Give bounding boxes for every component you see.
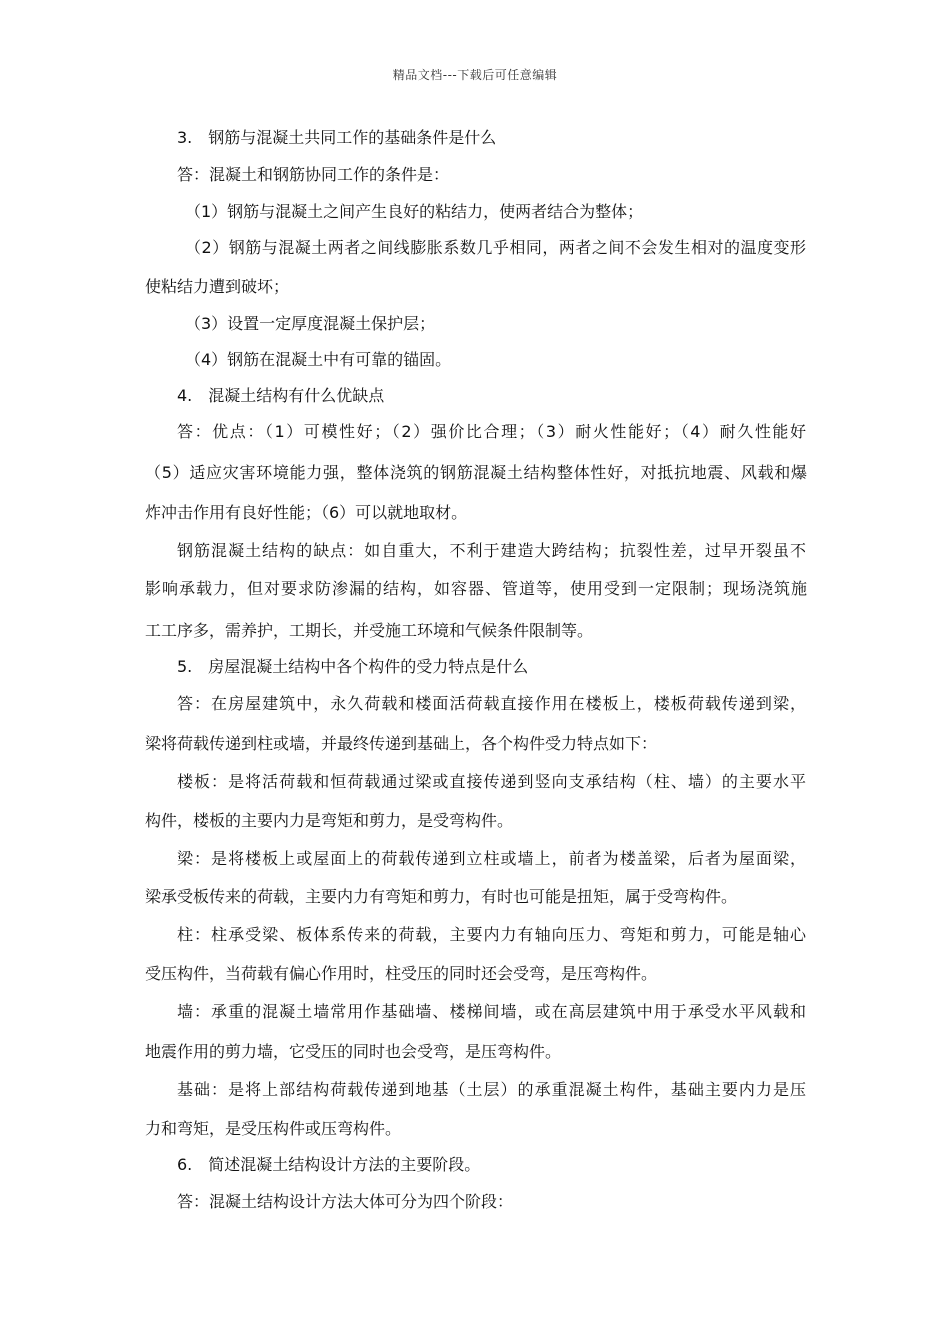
- answer-line: 答：优点：（1）可模性好；（2）强价比合理；（3）耐火性能好；（4）耐久性能好: [177, 422, 806, 441]
- paragraph-continuation: 炸冲击作用有良好性能；（6）可以就地取材。: [145, 503, 468, 522]
- question-heading: 6. 简述混凝土结构设计方法的主要阶段。: [177, 1155, 481, 1174]
- page-header: 精品文档---下载后可任意编辑: [392, 68, 558, 82]
- paragraph-line: 基础：是将上部结构荷载传递到地基（土层）的承重混凝土构件，基础主要内力是压: [177, 1080, 806, 1099]
- question-heading: 4. 混凝土结构有什么优缺点: [177, 386, 385, 405]
- paragraph-continuation: 影响承载力，但对要求防渗漏的结构，如容器、管道等，使用受到一定限制；现场浇筑施: [145, 579, 807, 598]
- paragraph-continuation: （5）适应灾害环境能力强，整体浇筑的钢筋混凝土结构整体性好，对抵抗地震、风载和爆: [145, 463, 807, 482]
- paragraph-line: 墙：承重的混凝土墙常用作基础墙、楼梯间墙，或在高层建筑中用于承受水平风载和: [177, 1002, 806, 1021]
- paragraph-line: 楼板：是将活荷载和恒荷载通过梁或直接传递到竖向支承结构（柱、墙）的主要水平: [177, 772, 806, 791]
- list-item: （4）钢筋在混凝土中有可靠的锚固。: [185, 350, 452, 369]
- paragraph-continuation: 梁将荷载传递到柱或墙，并最终传递到基础上，各个构件受力特点如下：: [145, 734, 658, 753]
- answer-line: 答：在房屋建筑中，永久荷载和楼面活荷载直接作用在楼板上，楼板荷载传递到梁，: [177, 694, 806, 713]
- paragraph-line: 柱：柱承受梁、板体系传来的荷载，主要内力有轴向压力、弯矩和剪力，可能是轴心: [177, 925, 806, 944]
- paragraph-line: 钢筋混凝土结构的缺点：如自重大，不利于建造大跨结构；抗裂性差，过早开裂虽不: [177, 541, 806, 560]
- paragraph-continuation: 构件，楼板的主要内力是弯矩和剪力，是受弯构件。: [145, 811, 514, 830]
- answer-line: 答：混凝土结构设计方法大体可分为四个阶段：: [177, 1192, 514, 1211]
- answer-line: 答：混凝土和钢筋协同工作的条件是：: [177, 165, 450, 184]
- question-heading: 5. 房屋混凝土结构中各个构件的受力特点是什么: [177, 657, 529, 676]
- list-item: （3）设置一定厚度混凝土保护层；: [185, 314, 436, 333]
- paragraph-continuation: 使粘结力遭到破坏；: [145, 277, 290, 296]
- paragraph-continuation: 地震作用的剪力墙，它受压的同时也会受弯，是压弯构件。: [145, 1042, 562, 1061]
- list-item: （1）钢筋与混凝土之间产生良好的粘结力，使两者结合为整体；: [185, 202, 644, 221]
- question-heading: 3. 钢筋与混凝土共同工作的基础条件是什么: [177, 128, 497, 147]
- paragraph-line: 梁：是将楼板上或屋面上的荷载传递到立柱或墙上，前者为楼盖梁，后者为屋面梁，: [177, 849, 806, 868]
- paragraph-continuation: 力和弯矩，是受压构件或压弯构件。: [145, 1119, 402, 1138]
- list-item: （2）钢筋与混凝土两者之间线膨胀系数几乎相同，两者之间不会发生相对的温度变形: [185, 238, 806, 257]
- paragraph-continuation: 受压构件，当荷载有偏心作用时，柱受压的同时还会受弯，是压弯构件。: [145, 964, 658, 983]
- paragraph-continuation: 梁承受板传来的荷载，主要内力有弯矩和剪力，有时也可能是扭矩，属于受弯构件。: [145, 887, 738, 906]
- paragraph-continuation: 工工序多，需养护，工期长，并受施工环境和气候条件限制等。: [145, 621, 594, 640]
